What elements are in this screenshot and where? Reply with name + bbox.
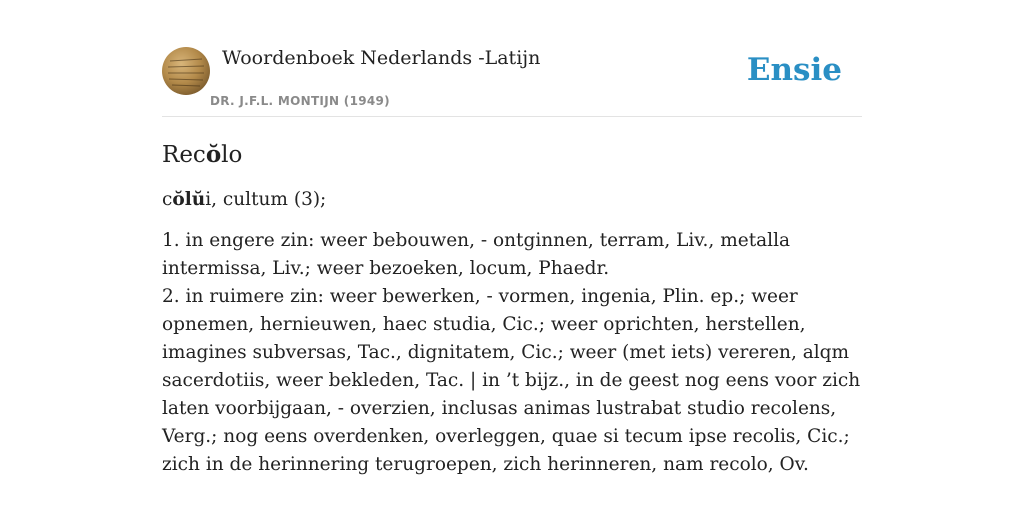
form-o-breve: ŏ xyxy=(172,189,185,210)
form-c: c xyxy=(162,189,173,210)
form-l: l xyxy=(184,189,192,210)
sense-2: 2. in ruimere zin: weer bewerken, - vormen, ingenia, Plin. ep.; weer opnemen, hernieuwen, haec studia, Cic.; weer oprichten, herstellen, imagines subversas, Tac., dignitatem, Cic.; weer (met iets) vereren, alqm sacerdotiis, weer bekleden, Tac. | in ’t bijz., in de geest nog eens voor zich laten voorbijgaan, - overzien, inclusas animas lustrabat studio recolens, Verg.; nog eens overdenken, overleggen, quae si tecum ipse recolis, Cic.; zich in de herinnering terugroepen, zich herinneren, nam recolo, Ov. xyxy=(162,286,861,475)
entry-card xyxy=(162,44,862,479)
brand-logo[interactable]: Ensie xyxy=(746,52,842,88)
headword-suffix: lo xyxy=(221,142,243,168)
book-title[interactable]: Woordenboek Nederlands -Latijn xyxy=(222,47,541,69)
principal-parts xyxy=(162,189,862,210)
headword xyxy=(162,141,862,168)
definition xyxy=(162,227,862,479)
ancient-seal-icon[interactable] xyxy=(162,47,210,95)
sense-1: 1. in engere zin: weer bebouwen, - ontginnen, terram, Liv., metalla intermissa, Liv.; weer bezoeken, locum, Phaedr. xyxy=(162,230,791,279)
form-rest: i, cultum (3); xyxy=(205,189,327,210)
book-author: DR. J.F.L. MONTIJN (1949) xyxy=(210,94,390,108)
form-u-breve: ŭ xyxy=(191,189,206,210)
page-header xyxy=(162,44,862,117)
headword-prefix: Rec xyxy=(162,142,206,168)
headword-accent: ŏ xyxy=(205,141,222,168)
